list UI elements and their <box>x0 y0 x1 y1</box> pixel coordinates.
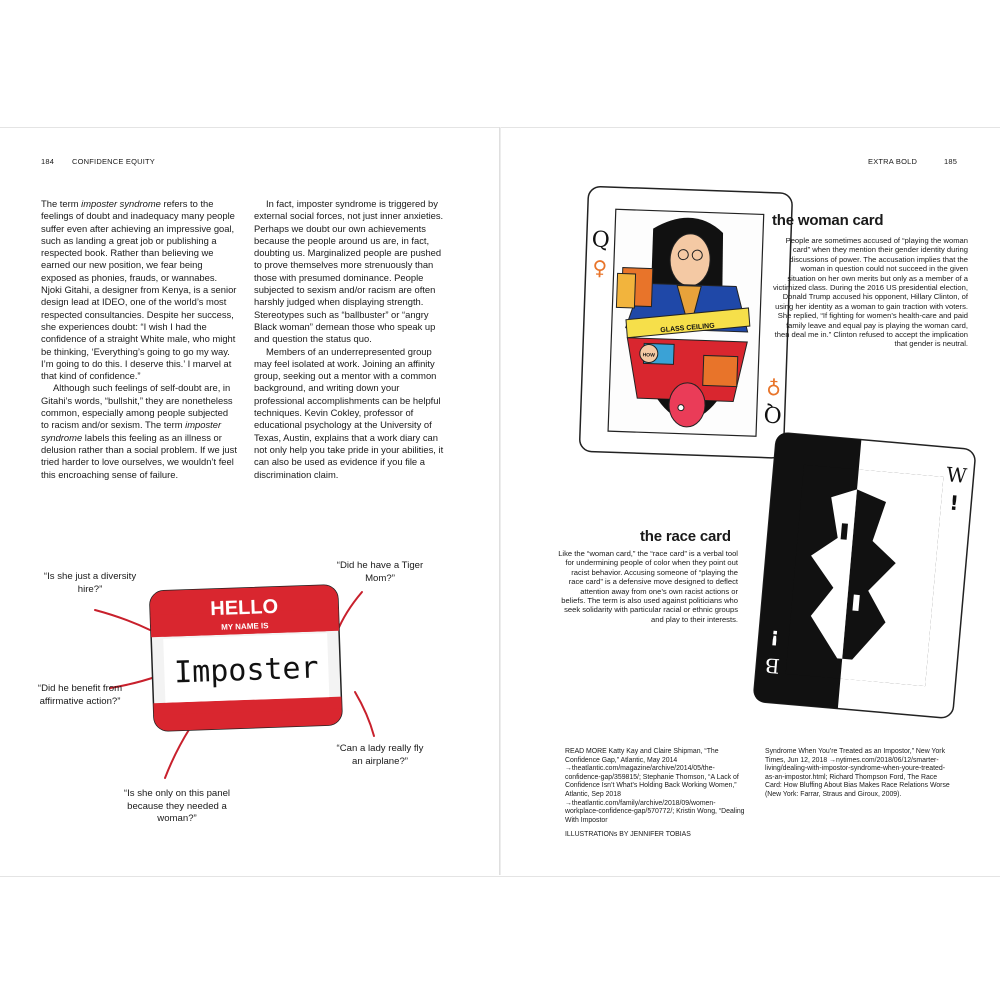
quote-diversity-hire: “Is she just a diversity hire?” <box>43 571 137 595</box>
quote-panel-woman: “Is she only on this panel because they needed a woman?” <box>123 788 231 824</box>
woman-card-text: People are sometimes accused of “playing the woman card” when they mention their gender identity during discussions of power. The accusation implies that the woman in question could not succeed in the given situation on her own merits but only as a member of a victimized class. During the 2016 US presidential election, Donald Trump accused his opponent, Hillary Clinton, of using her identity as a woman to gain traction with voters. She replied, “If fighting for women’s health-care and paid family leave and equal pay is playing the woman card, then deal me in.” Clinton refused to accept the implication that gender is neutral. <box>772 236 968 349</box>
card-corner-w: W <box>945 462 968 488</box>
paragraph: The term imposter syndrome refers to the feelings of doubt and inadequacy many people suffer even after achieving an impressive goal, such as landing a great job or publishing a respected book. Rather than believing we earned our new position, we fear being exposed as phonies, frauds, or wannabes. Njoki Gitahi, a designer from Kenya, is a senior design lead at IDEO, one of the world’s most respected consultancies. Despite her success, she experiences doubt: “I wish I had the confidence of a straight White male, who might be thinking, ‘Everything’s going to go my way. I’m going to do this. I deserve this.’ I marvel at that kind of confidence.” <box>41 198 237 382</box>
quote-affirmative-action: “Did he benefit from affirmative action?” <box>37 683 123 707</box>
card-fist-text: HOW <box>642 352 655 359</box>
quote-lady-airplane: “Can a lady really fly an airplane?” <box>336 743 424 767</box>
race-card-text: Like the “woman card,” the “race card” is a verbal tool for undermining people of color when they point out racist behavior. Accusing someone of “playing the race card” is a defensive move designed to deflect attention away from one’s own racist actions or beliefs. The term is also used against politicians who seek solidarity with particular racial or ethnic groups and play to their interests. <box>558 549 738 624</box>
name-tag-subtitle: MY NAME IS <box>220 621 269 632</box>
name-tag-hello: HELLO <box>209 595 279 621</box>
name-tag-name: Imposter <box>173 650 320 691</box>
race-card-title: the race card <box>640 528 731 545</box>
card-sash-text: GLASS CEILING <box>660 322 715 335</box>
read-more-col-2: Syndrome When You’re Treated as an Impostor,” New York Times, Jun 12, 2018 →nytimes.com/2018/06/12/smarter-living/dealing-with-impostor-syndrome-when-youre-treated-as-an-impostor.html; Richard Thompson Ford, The Race Card: How Bluffing About Bias Makes Race Relations Worse (New York: Farrar, Straus and Giroux, 2009). <box>765 748 950 798</box>
left-running-head: CONFIDENCE EQUITY <box>72 157 155 166</box>
paragraph: Members of an underrepresented group may feel isolated at work. Joining an affinity group, seeking out a mentor with a common background, and writing down your professional accomplishments can be helpful techniques. Kevin Cokley, professor of educational psychology at the University of Texas, Austin, explains that a work diary can not only help you take pride in your abilities, it can also be used as evidence if you file a discrimination claim. <box>254 345 444 480</box>
illustration-credit: ILLUSTRATIONs BY JENNIFER TOBIAS <box>565 831 691 838</box>
paragraph: In fact, imposter syndrome is triggered by external social forces, not just inner anxieties. Perhaps we doubt our own achievements because the people around us are, in fact, doubting us. Marginalized people are pushed to prove themselves more strenuously than those with presumed dominance. People subjected to sexism and/or racism are often harshly judged when displaying strength. Stereotypes such as “ballbuster” or “angry Black woman” demean those who speak up and question the status quo. <box>254 198 444 345</box>
exclamation-icon: ! <box>948 490 960 516</box>
read-more-col-1: READ MORE Katty Kay and Claire Shipman, “The Confidence Gap,” Atlantic, May 2014 →theatlantic.com/magazine/archive/2014/05/the-confidence-gap/359815/; Stephanie Thomson, “A Lack of Confidence Isn’t What’s Holding Back Working Women,” Atlantic, Sep 2018 →theatlantic.com/family/archive/2018/09/women-workplace-confidence-gap/570772/; Kristin Wong, “Dealing With Impostor <box>565 748 745 824</box>
paragraph: Although such feelings of self-doubt are, in Gitahi’s words, “bullshit,” they are nonetheless common, especially among people subjected to racism and/or sexism. The term imposter syndrome labels this feeling as an illness or delusion rather than a social problem. If we just tried harder to love ourselves, we wouldn’t feel this encroaching sense of failure. <box>41 382 237 480</box>
exclamation-icon: ! <box>769 625 781 651</box>
right-page-number: 185 <box>944 157 958 166</box>
left-page-number: 184 <box>41 157 55 166</box>
card-corner-q-bottom: Q <box>763 400 783 427</box>
quote-tiger-mom: “Did he have a Tiger Mom?” <box>336 560 424 584</box>
card-corner-b: B <box>763 653 781 679</box>
right-running-head: EXTRA BOLD <box>868 157 918 166</box>
venus-icon: ♀ <box>592 255 608 280</box>
card-corner-q-top: Q <box>591 227 611 254</box>
woman-card-title: the woman card <box>772 212 884 229</box>
venus-icon: ♀ <box>765 375 782 401</box>
